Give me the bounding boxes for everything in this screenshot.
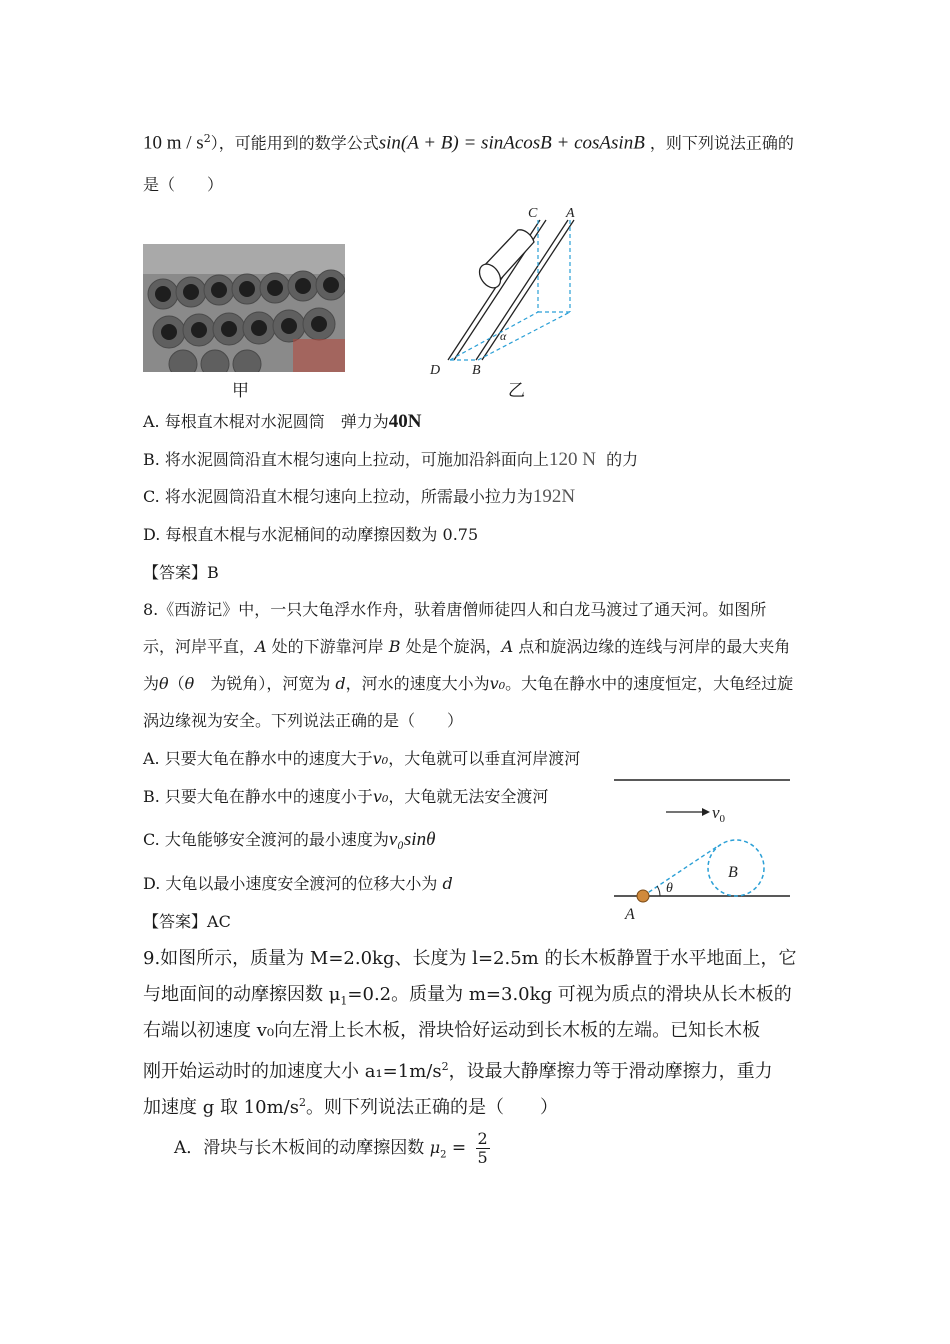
q7-option-b: B. 将水泥圆筒沿直木棍匀速向上拉动，可施加沿斜面向上120 N 的力: [143, 449, 639, 470]
q7-stem-line2: 是（ ）: [143, 175, 224, 194]
v0-label: $v_0$: [712, 803, 726, 825]
q9-stem-line3: 右端以初速度 v₀向左滑上长木板，滑块恰好运动到长木板的左端。已知长木板: [143, 1020, 761, 1041]
q7-option-a: A. 每根直木棍对水泥圆筒 弹力为40N: [143, 411, 422, 432]
q8-option-d: D. 大龟以最小速度安全渡河的位移大小为 d: [143, 874, 453, 893]
q9-stem-line1: 9.如图所示，质量为 M=2.0kg、长度为 l=2.5m 的长木板静置于水平地面上，它: [143, 948, 797, 969]
q8-option-b: B. 只要大龟在静水中的速度小于v₀，大龟就无法安全渡河: [143, 787, 549, 806]
q7-stem-line1: 10 m / $s^2$），可能用到的数学公式sin(A + B) = sinAcosB + cosAsinB ，则下列说法正确的: [143, 132, 794, 154]
point-a-dot: [637, 890, 649, 902]
q7-option-c: C. 将水泥圆筒沿直木棍匀速向上拉动，所需最小拉力为192N: [143, 486, 576, 507]
point-C: C: [528, 206, 538, 221]
river-diagram: [610, 768, 795, 928]
q7-answer: 【答案】B: [143, 563, 219, 582]
q8-stem-line2: 示，河岸平直，A 处的下游靠河岸 B 处是个旋涡，A 点和旋涡边缘的连线与河岸的最大夹角: [143, 637, 791, 656]
q8-option-c: C. 大龟能够安全渡河的最小速度为v₀sinθ: [143, 829, 436, 850]
pipes-photo: [143, 244, 345, 372]
point-a-label: A: [625, 906, 635, 923]
q8-stem-line1: 8.《西游记》中，一只大龟浮水作舟，驮着唐僧师徒四人和白龙马渡过了通天河。如图所: [143, 600, 767, 619]
q8-option-a: A. 只要大龟在静水中的速度大于v₀，大龟就可以垂直河岸渡河: [143, 749, 581, 768]
q7-option-d: D. 每根直木棍与水泥桶间的动摩擦因数为 0.75: [143, 525, 479, 544]
fig-yi-label: 乙: [508, 381, 525, 401]
q9-stem-line4: 刚开始运动时的加速度大小 $a_1=1m/s^2$，设最大静摩擦力等于滑动摩擦力，重力: [143, 1060, 773, 1082]
fraction: $\frac{2}{5}$: [477, 1129, 488, 1167]
point-B: B: [472, 363, 481, 378]
q7-formula: sin(A + B) = sinAcosB + cosAsinB: [378, 132, 645, 154]
theta-label: θ: [666, 881, 673, 896]
alpha-label: α: [500, 329, 507, 343]
fig-jia-label: 甲: [232, 381, 249, 401]
point-D: D: [430, 363, 441, 378]
rods-diagram: [420, 200, 590, 380]
point-A: A: [566, 206, 575, 221]
q8-stem-line3: 为θ（θ 为锐角），河宽为 d，河水的速度大小为v₀。大龟在静水中的速度恒定，大龟经过旋: [143, 674, 794, 693]
q8-answer: 【答案】AC: [143, 912, 231, 931]
q8-stem-line4: 涡边缘视为安全。下列说法正确的是（ ）: [143, 711, 464, 730]
q9-option-a: A．滑块与长木板间的动摩擦因数 $\mu_2$ = $\frac{2}{5}$: [174, 1129, 488, 1167]
q7-unit: 10 m / s: [143, 132, 204, 154]
whirlpool-label: B: [728, 864, 738, 881]
q9-stem-line5: 加速度 g 取 $10m/s^2$。则下列说法正确的是（ ）: [143, 1096, 558, 1118]
q9-stem-line2: 与地面间的动摩擦因数 $\mu_1=0.2$。质量为 m=3.0kg 可视为质点的滑块从长木板的: [143, 984, 792, 1008]
